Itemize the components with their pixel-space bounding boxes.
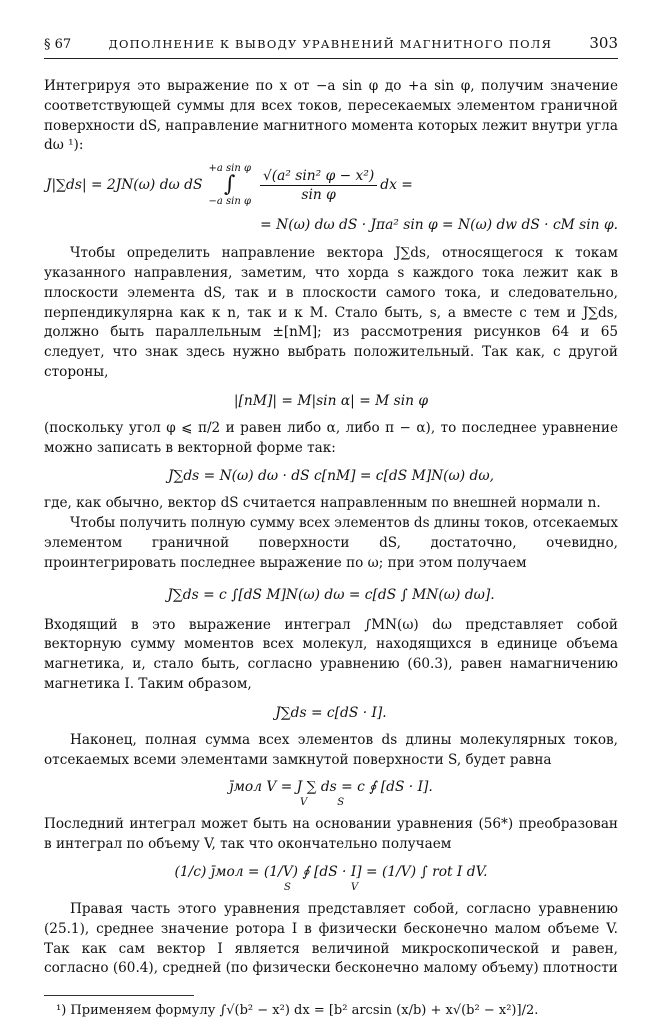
paragraph-5: Чтобы получить полную сумму всех элементов ds длины токов, отсекаемых элементом граничной поверхности dS, достаточно, очевидно, проинтегрировать последнее выражение по ω; при этом получаем	[44, 515, 618, 571]
eq1-integrand	[260, 167, 377, 204]
paragraph-1: Интегрируя это выражение по x от −a sin φ до +a sin φ, получим значение соответствующей суммы для всех токов, пересекаемых элементом граничной поверхности dS, направление магнитного момента которых лежит внутри угла dω ¹):	[44, 78, 618, 154]
equation-5: J∑ds = c[dS · I].	[275, 704, 387, 721]
paragraph-6: Входящий в это выражение интеграл ∫MN(ω) dω представляет собой векторную сумму моментов всех молекул, находящихся в единице объема магнетика, и, стало быть, согласно уравнению (60.3), равен намагничению магнетика I. Таким образом,	[44, 616, 618, 692]
eq7-main: (1/c) j̄мол = (1/V) ∮ [dS · I] = (1/V) ∫ rot I dV.	[174, 863, 488, 880]
paragraph-3: (поскольку угол φ ⩽ π/2 и равен либо α, либо π − α), то последнее уравнение можно записать в векторной форме так:	[44, 419, 618, 456]
eq1-lhs: J|∑ds| = 2JN(ω) dω dS	[46, 177, 203, 194]
equation-6	[44, 777, 618, 808]
running-head	[44, 34, 618, 59]
eq1-tail: dx =	[380, 177, 413, 194]
footnote-divider	[44, 995, 194, 996]
paragraph-7: Наконец, полная сумма всех элементов ds длины молекулярных токов, отсекаемых всеми элементами замкнутой поверхности S, будет равна	[44, 731, 618, 768]
eq1-integrand-numerator: √(a² sin² φ − x²)	[260, 167, 377, 186]
eq6-sub-v: V	[299, 797, 338, 809]
integral-sign-icon: ∫	[223, 172, 236, 198]
eq1-lower-limit: −a sin φ	[208, 196, 251, 208]
eq6-sub-s: S	[337, 797, 375, 809]
eq6-main: j̄мол V = J ∑ ds = c ∮ [dS · I].	[229, 779, 433, 796]
paragraph-8: Последний интеграл может быть на основании уравнения (56*) преобразован в интеграл по объему V, так что окончательно получаем	[44, 816, 618, 853]
equation-7	[44, 862, 618, 893]
eq1-line2: = N(ω) dω dS · Jπa² sin φ = N(ω) dw dS · cM sin φ.	[260, 217, 618, 234]
paragraph-9: Правая часть этого уравнения представляет собой, согласно уравнению (25.1), среднее значение ротора I в физически бесконечно малом объеме V. Так как сам вектор I является величиной микроскопической и равен, согласно (60.4), средней (по физически бесконечно малому объему) плотности	[44, 900, 618, 977]
paragraph-4: где, как обычно, вектор dS считается направленным по внешней нормали n.	[44, 495, 601, 512]
page-number: 303	[589, 34, 618, 52]
equation-2: |[nM]| = M|sin α| = M sin φ	[233, 392, 429, 409]
equation-4: J∑ds = c ∫[dS M]N(ω) dω = c[dS ∫ MN(ω) dω].	[167, 586, 495, 603]
eq7-sub-v: V	[350, 881, 419, 893]
eq1-upper-limit: +a sin φ	[208, 163, 251, 175]
running-title: ДОПОЛНЕНИЕ К ВЫВОДУ УРАВНЕНИЙ МАГНИТНОГО ПОЛЯ	[108, 37, 553, 51]
section-number: § 67	[44, 37, 72, 52]
eq7-sub-s: S	[283, 881, 351, 893]
equation-1	[44, 163, 618, 236]
equation-3: J∑ds = N(ω) dω · dS c[nM] = c[dS M]N(ω) dω,	[167, 468, 495, 485]
paragraph-2: Чтобы определить направление вектора J∑ds, относящегося к токам указанного направления, заметим, что хорда s каждого тока лежит как в плоскости элемента dS, так и в плоскости самого тока, и следовательно, перпендикулярна как к n, так и к M. Стало быть, s, а вместе с тем и J∑ds, должно быть параллельным ±[nM]; из рассмотрения рисунков 64 и 65 следует, что знак здесь нужно выбрать положительный. Так как, с другой стороны,	[44, 245, 618, 380]
footnote: ¹) Применяем формулу ∫√(b² − x²) dx = [b² arcsin (x/b) + x√(b² − x²)]/2.	[56, 1003, 539, 1019]
eq1-integrand-denominator: sin φ	[301, 186, 336, 203]
